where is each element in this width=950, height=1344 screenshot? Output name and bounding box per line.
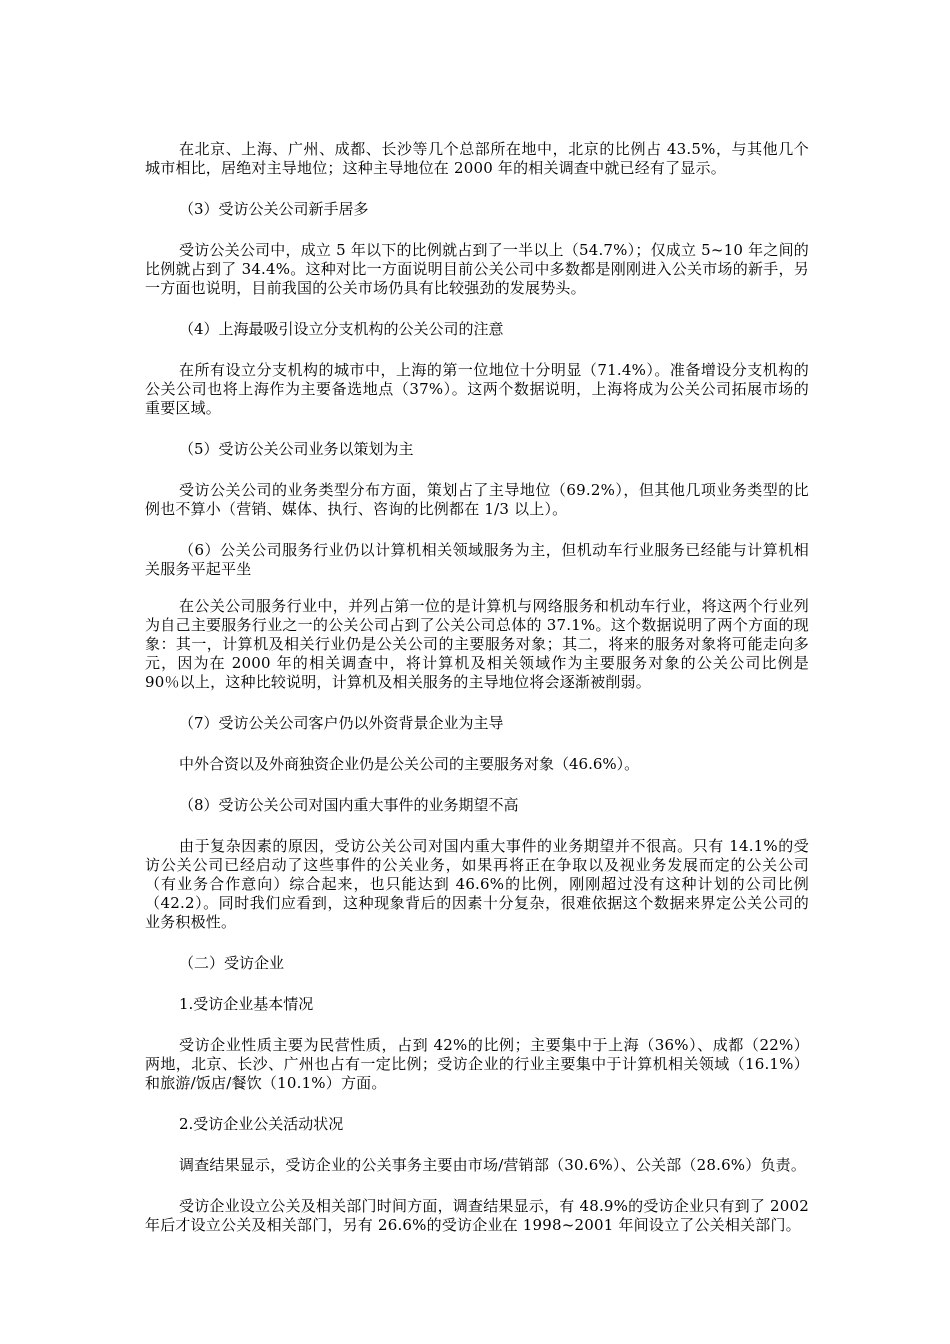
paragraph: 受访企业性质主要为民营性质，占到 42%的比例；主要集中于上海（36%）、成都（22%）两地，北京、长沙、广州也占有一定比例；受访企业的行业主要集中于计算机相关领域（16.1%）和旅游/饭店/餐饮（10.1%）方面。 (145, 1036, 809, 1092)
section-heading: （5）受访公关公司业务以策划为主 (179, 440, 414, 458)
section-heading: （4）上海最吸引设立分支机构的公关公司的注意 (179, 320, 504, 338)
section-heading: （7）受访公关公司客户仍以外资背景企业为主导 (179, 714, 504, 732)
section-heading: （6）公关公司服务行业仍以计算机相关领域服务为主，但机动车行业服务已经能与计算机相关服务平起平坐 (145, 541, 809, 578)
paragraph: 调查结果显示，受访企业的公关事务主要由市场/营销部（30.6%）、公关部（28.6%）负责。 (179, 1156, 807, 1174)
paragraph: 受访公关公司的业务类型分布方面，策划占了主导地位（69.2%），但其他几项业务类型的比例也不算小（营销、媒体、执行、咨询的比例都在 1/3 以上）。 (145, 481, 809, 518)
document-page (145, 140, 809, 1257)
section-heading: （8）受访公关公司对国内重大事件的业务期望不高 (179, 796, 519, 814)
section-heading: （3）受访公关公司新手居多 (179, 200, 369, 218)
section-heading: 1.受访企业基本情况 (179, 995, 314, 1013)
paragraph: 由于复杂因素的原因，受访公关公司对国内重大事件的业务期望并不很高。只有 14.1%的受访公关公司已经启动了这些事件的公关业务，如果再将正在争取以及视业务发展而定的公关公司（有业务合作意向）综合起来，也只能达到 46.6%的比例，刚刚超过没有这种计划的公司比例（42.2）。同时我们应看到，这种现象背后的因素十分复杂，很难依据这个数据来界定公关公司的业务积极性。 (145, 837, 809, 931)
paragraph: 中外合资以及外商独资企业仍是公关公司的主要服务对象（46.6%）。 (179, 755, 640, 773)
section-heading: 2.受访企业公关活动状况 (179, 1115, 344, 1133)
paragraph: 在所有设立分支机构的城市中，上海的第一位地位十分明显（71.4%）。准备增设分支机构的公关公司也将上海作为主要备选地点（37%）。这两个数据说明，上海将成为公关公司拓展市场的重要区域。 (145, 361, 809, 417)
paragraph: 受访公关公司中，成立 5 年以下的比例就占到了一半以上（54.7%）；仅成立 5~10 年之间的比例就占到了 34.4%。这种对比一方面说明目前公关公司中多数都是刚刚进入公关市场的新手，另一方面也说明，目前我国的公关市场仍具有比较强劲的发展势头。 (145, 241, 809, 297)
paragraph: 在北京、上海、广州、成都、长沙等几个总部所在地中，北京的比例占 43.5%，与其他几个城市相比，居绝对主导地位；这种主导地位在 2000 年的相关调查中就已经有了显示。 (145, 140, 809, 177)
paragraph: 受访企业设立公关及相关部门时间方面，调查结果显示，有 48.9%的受访企业只有到了 2002 年后才设立公关及相关部门，另有 26.6%的受访企业在 1998~2001 年间设立了公关相关部门。 (145, 1197, 809, 1234)
paragraph: 在公关公司服务行业中，并列占第一位的是计算机与网络服务和机动车行业，将这两个行业列为自己主要服务行业之一的公关公司占到了公关公司总体的 37.1%。这个数据说明了两个方面的现象：其一，计算机及相关行业仍是公关公司的主要服务对象；其二，将来的服务对象将可能走向多元，因为在 2000 年的相关调查中，将计算机及相关领域作为主要服务对象的公关公司比例是 90％以上，这种比较说明，计算机及相关服务的主导地位将会逐渐被削弱。 (145, 597, 809, 691)
section-heading: （二）受访企业 (179, 954, 285, 972)
